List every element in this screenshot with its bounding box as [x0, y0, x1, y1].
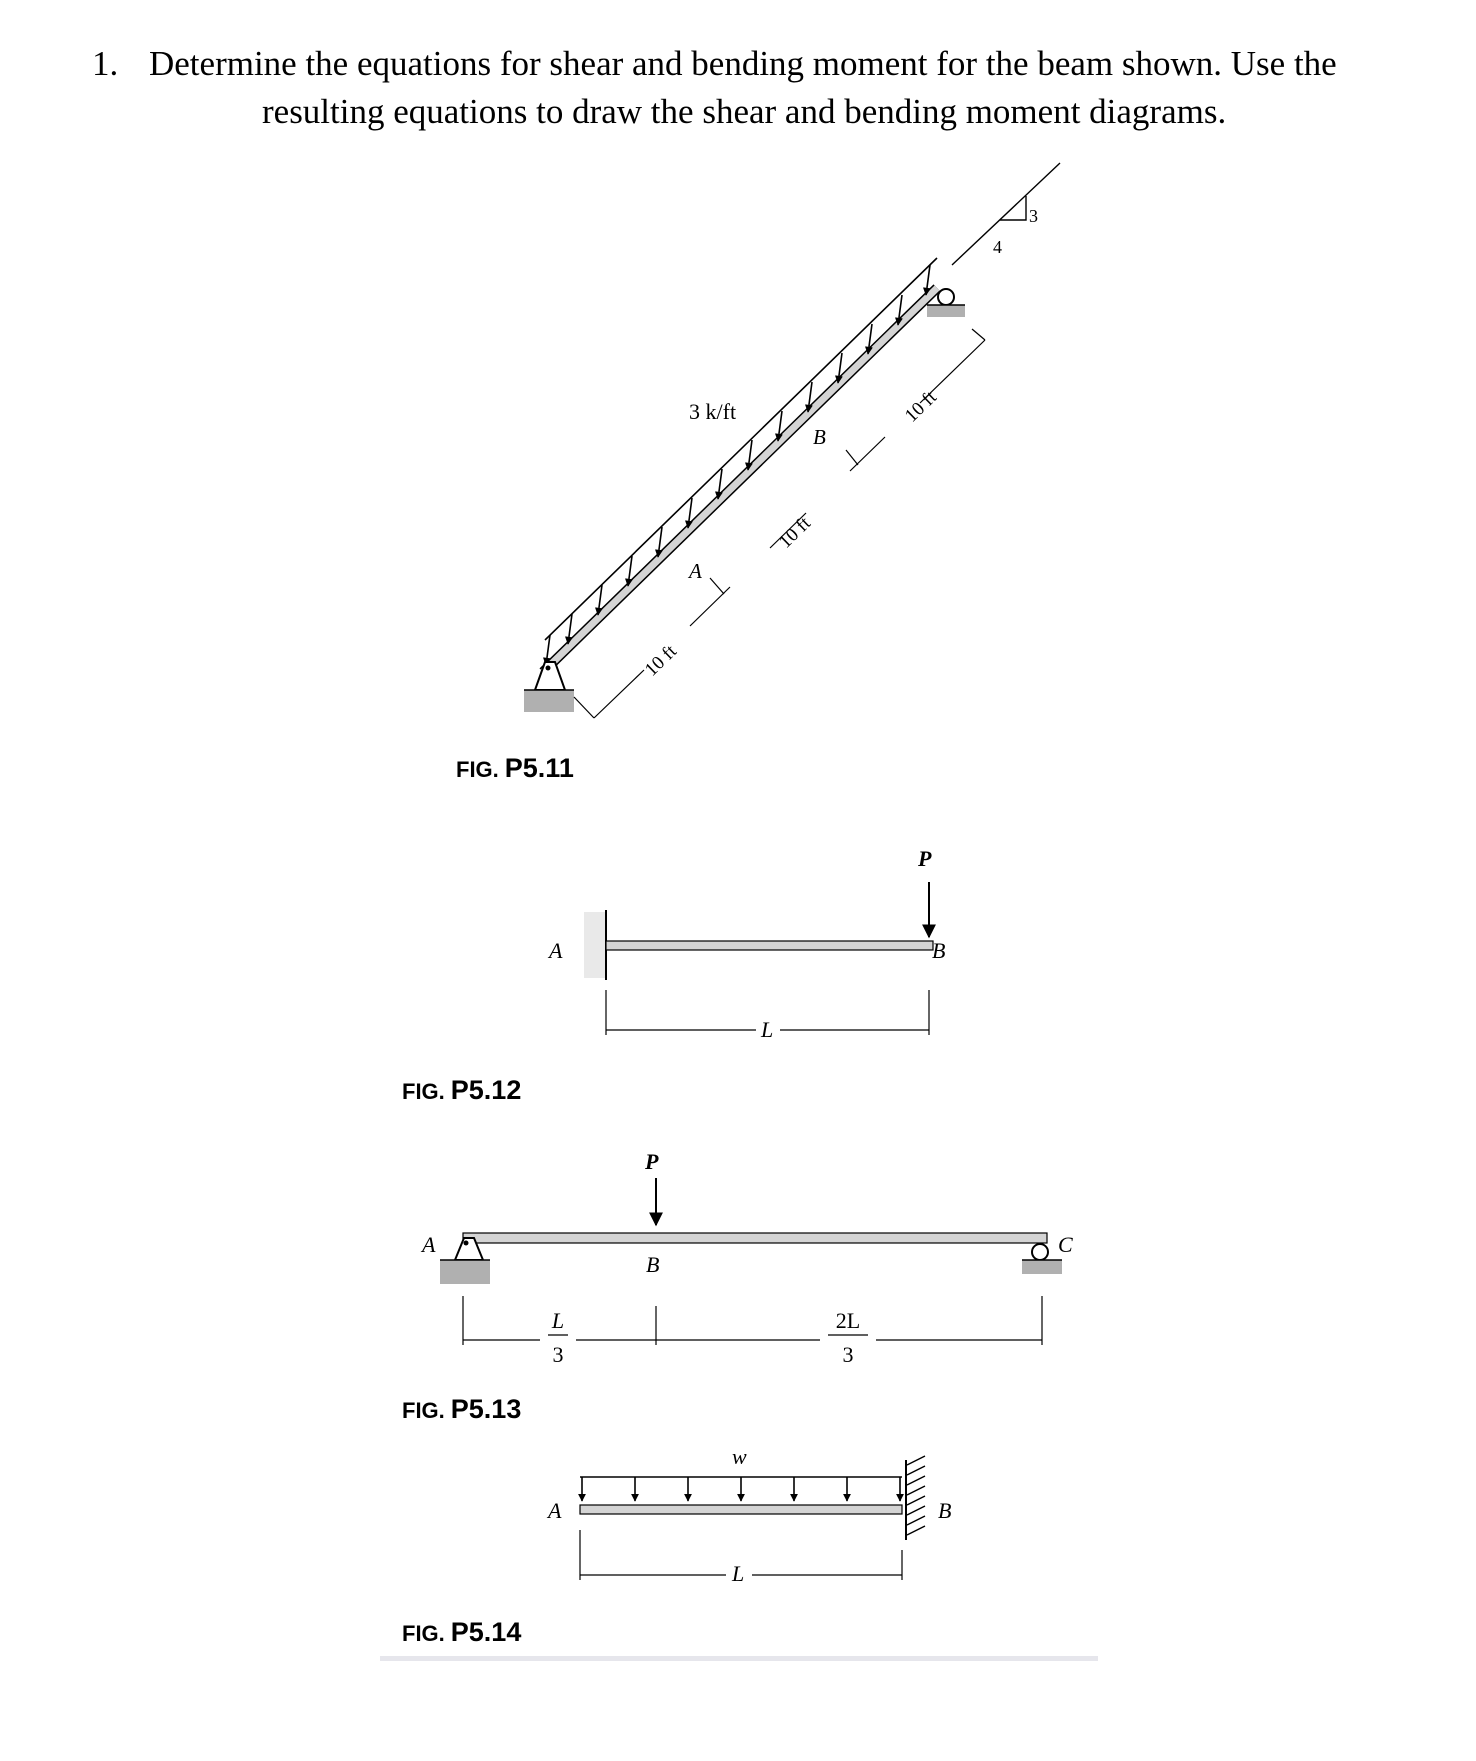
load-label: P: [918, 846, 932, 871]
dim1-denominator: 3: [552, 1342, 564, 1367]
dim2-denominator: 3: [842, 1342, 854, 1367]
figure-caption-p5-11: FIG. P5.11: [456, 753, 574, 783]
point-a-label: A: [549, 938, 563, 963]
figure-p5-12: [402, 846, 945, 1105]
span-label: L: [732, 1561, 745, 1586]
load-label: P: [645, 1149, 659, 1174]
point-b-label: B: [932, 938, 946, 963]
dimension-label-2: 10 ft: [774, 512, 815, 553]
load-label: 3 k/ft: [689, 399, 737, 424]
pin-support-icon: [524, 662, 574, 712]
load-label: w: [732, 1444, 747, 1469]
problem-text-1: Determine the equations for shear and bending moment for the beam shown. Use the: [149, 44, 1337, 83]
fixed-support-icon: [584, 910, 606, 980]
distributed-load-arrows: [545, 258, 937, 665]
figure-p5-14: [402, 1444, 951, 1647]
slope-run-label: 4: [993, 237, 1002, 257]
dimension-label-3: 10 ft: [900, 386, 941, 427]
inclined-beam: [543, 288, 937, 672]
cantilever-beam: [606, 941, 933, 950]
figure-caption-p5-12: FIG. P5.12: [402, 1075, 522, 1105]
point-a-label: A: [689, 559, 702, 583]
point-b-label: B: [938, 1498, 952, 1523]
problem-line-2: resulting equations to draw the shear and bending moment diagrams.: [262, 92, 1227, 131]
distributed-load-arrows: [580, 1477, 902, 1501]
beam: [580, 1505, 902, 1514]
fixed-wall-support-icon: [906, 1456, 925, 1540]
figure-caption-p5-13: FIG. P5.13: [402, 1394, 522, 1424]
point-a-label: A: [422, 1232, 436, 1257]
dim2-numerator: 2L: [835, 1308, 861, 1333]
dimension-label-1: 10 ft: [640, 640, 681, 681]
slope-rise-label: 3: [1029, 206, 1038, 226]
span-dimensions: [463, 1296, 1042, 1345]
point-b-label: B: [813, 425, 826, 449]
dim1-numerator: L: [551, 1308, 565, 1333]
problem-number: 1.: [92, 44, 119, 83]
figure-p5-11: [456, 163, 1060, 783]
slope-triangle: [952, 163, 1060, 265]
figure-caption-p5-14: FIG. P5.14: [402, 1617, 522, 1647]
point-b-label: B: [646, 1252, 660, 1277]
pin-support-icon: [440, 1238, 490, 1284]
point-c-label: C: [1058, 1232, 1073, 1257]
point-a-label: A: [548, 1498, 562, 1523]
simple-beam: [463, 1233, 1047, 1243]
span-label: L: [761, 1017, 774, 1042]
roller-support-icon: [1022, 1244, 1062, 1274]
separator-bar: [380, 1656, 1098, 1661]
figure-p5-13: [402, 1149, 1073, 1424]
dimension-lines: [574, 329, 985, 718]
